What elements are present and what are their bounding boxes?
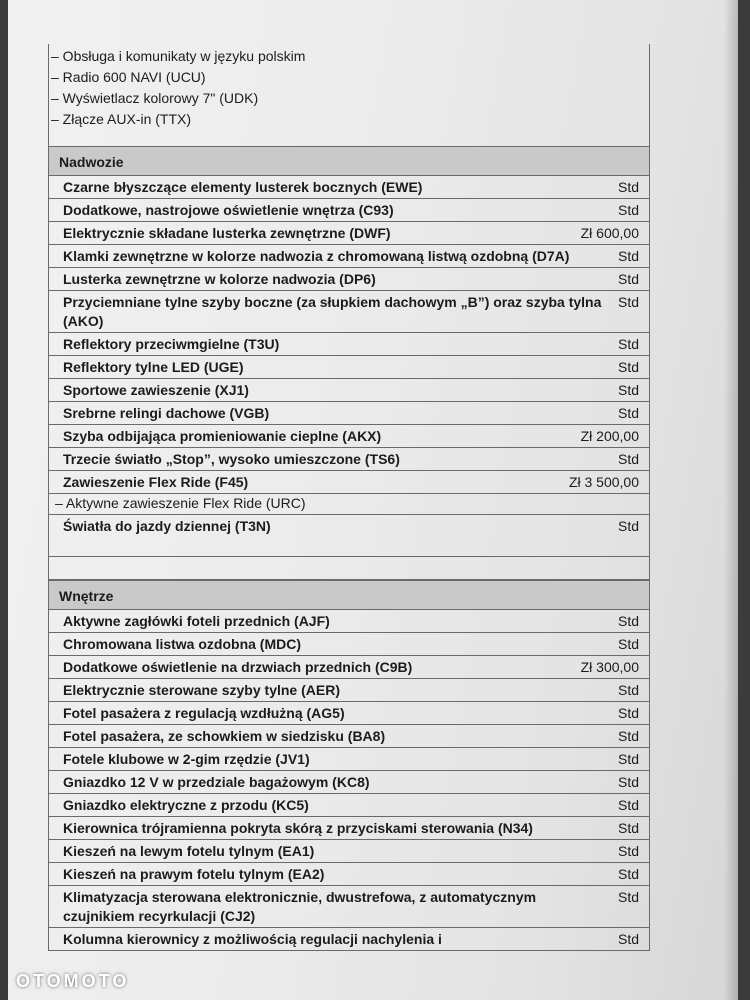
list-item: – Radio 600 NAVI (UCU) (51, 69, 206, 85)
table-row (49, 356, 649, 379)
option-label: Światła do jazdy dziennej (T3N) (63, 518, 271, 534)
page-shadow (724, 0, 738, 1000)
option-price: Zł 600,00 (580, 225, 639, 241)
table-row (49, 610, 649, 633)
table-row (49, 448, 649, 471)
option-price: Std (617, 405, 639, 421)
infotainment-list (49, 44, 649, 146)
option-price: Std (617, 451, 639, 467)
option-price: Std (617, 682, 639, 698)
table-row (49, 886, 649, 928)
table-row (49, 840, 649, 863)
table-row (49, 176, 649, 199)
option-price: Std (617, 248, 639, 264)
option-label: Klimatyzacja sterowana elektronicznie, dwustrefowa, z automatycznym czujnikiem recyrkulacji (CJ2) (63, 889, 537, 924)
option-label: Lusterka zewnętrzne w kolorze nadwozia (DP6) (63, 271, 376, 287)
option-price: Std (617, 774, 639, 790)
option-label: Chromowana listwa ozdobna (MDC) (63, 636, 301, 652)
option-price: Std (617, 636, 639, 652)
otomoto-watermark: OTOMOTO (16, 971, 130, 991)
option-price: Std (617, 797, 639, 813)
option-label: Kolumna kierownicy z możliwością regulacji nachylenia i (63, 931, 442, 947)
option-label: Gniazdko 12 V w przedziale bagażowym (KC8) (63, 774, 370, 790)
option-label: Dodatkowe, nastrojowe oświetlenie wnętrza (C93) (63, 202, 394, 218)
nadwozie-rows (49, 176, 649, 494)
table-row (49, 928, 649, 951)
option-label: Zawieszenie Flex Ride (F45) (63, 474, 249, 490)
option-price: Std (617, 705, 639, 721)
blank-row (49, 557, 649, 580)
option-price: Std (617, 359, 639, 375)
option-label: Srebrne relingi dachowe (VGB) (63, 405, 270, 421)
option-price: Std (617, 866, 639, 882)
sub-item: – Aktywne zawieszenie Flex Ride (URC) (49, 494, 649, 515)
table-row (49, 199, 649, 222)
option-price: Zł 300,00 (580, 659, 639, 675)
table-row (49, 794, 649, 817)
option-label: Szyba odbijająca promieniowanie cieplne (AKX) (63, 428, 382, 444)
table-row (49, 702, 649, 725)
section-header-nadwozie: Nadwozie (49, 146, 649, 176)
option-label: Kieszeń na lewym fotelu tylnym (EA1) (63, 843, 315, 859)
option-price: Std (617, 613, 639, 629)
option-price: Std (617, 843, 639, 859)
option-label: Elektrycznie składane lusterka zewnętrzne (DWF) (63, 225, 391, 241)
option-label: Sportowe zawieszenie (XJ1) (63, 382, 249, 398)
list-item: – Wyświetlacz kolorowy 7" (UDK) (51, 90, 259, 106)
list-item: – Złącze AUX-in (TTX) (51, 111, 192, 127)
list-item: – Obsługa i komunikaty w języku polskim (51, 48, 306, 64)
option-price: Std (617, 294, 639, 310)
option-label: Przyciemniane tylne szyby boczne (za słupkiem dachowym „B”) oraz szyba tylna (AKO) (63, 294, 602, 329)
table-row (49, 333, 649, 356)
table-row (49, 425, 649, 448)
table-row (49, 515, 649, 557)
option-label: Elektrycznie sterowane szyby tylne (AER) (63, 682, 340, 698)
option-price: Std (617, 202, 639, 218)
table-row (49, 725, 649, 748)
table-row (49, 268, 649, 291)
option-label: Trzecie światło „Stop”, wysoko umieszczone (TS6) (63, 451, 400, 467)
table-row (49, 656, 649, 679)
table-row (49, 245, 649, 268)
option-price: Std (617, 336, 639, 352)
table-row (49, 679, 649, 702)
option-label: Gniazdko elektryczne z przodu (KC5) (63, 797, 309, 813)
option-label: Klamki zewnętrzne w kolorze nadwozia z chromowaną listwą ozdobną (D7A) (63, 248, 570, 264)
option-label: Fotele klubowe w 2-gim rzędzie (JV1) (63, 751, 310, 767)
table-row (49, 633, 649, 656)
option-label: Aktywne zagłówki foteli przednich (AJF) (63, 613, 330, 629)
option-label: Reflektory tylne LED (UGE) (63, 359, 244, 375)
option-label: Czarne błyszczące elementy lusterek bocznych (EWE) (63, 179, 423, 195)
option-label: Fotel pasażera, ze schowkiem w siedzisku (BA8) (63, 728, 386, 744)
option-price: Std (617, 382, 639, 398)
table-row (49, 379, 649, 402)
option-label: Fotel pasażera z regulacją wzdłużną (AG5) (63, 705, 345, 721)
table-row (49, 748, 649, 771)
option-price: Zł 3 500,00 (568, 474, 639, 490)
document-page (8, 0, 738, 1000)
wnetrze-rows (49, 610, 649, 951)
option-label: Reflektory przeciwmgielne (T3U) (63, 336, 280, 352)
option-price: Std (617, 728, 639, 744)
option-label: Kieszeń na prawym fotelu tylnym (EA2) (63, 866, 325, 882)
options-table (48, 44, 650, 951)
option-price: Zł 200,00 (580, 428, 639, 444)
option-label: Dodatkowe oświetlenie na drzwiach przednich (C9B) (63, 659, 413, 675)
table-row (49, 863, 649, 886)
table-row (49, 291, 649, 333)
table-row (49, 471, 649, 494)
option-price: Std (617, 179, 639, 195)
section-header-wnetrze: Wnętrze (49, 580, 649, 610)
option-price: Std (617, 931, 639, 947)
option-price: Std (617, 820, 639, 836)
option-label: Kierownica trójramienna pokryta skórą z przyciskami sterowania (N34) (63, 820, 533, 836)
option-price: Std (617, 271, 639, 287)
option-price: Std (617, 751, 639, 767)
table-row (49, 402, 649, 425)
option-price: Std (617, 889, 639, 905)
table-row (49, 817, 649, 840)
table-row (49, 222, 649, 245)
option-price: Std (617, 518, 639, 534)
table-row (49, 771, 649, 794)
